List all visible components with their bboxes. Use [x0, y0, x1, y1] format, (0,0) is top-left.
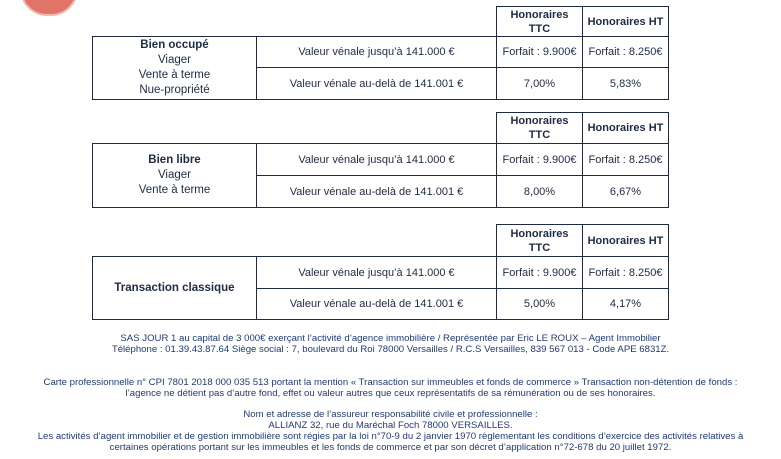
fee-ht: Forfait : 8.250€ — [583, 37, 669, 68]
header-ttc: Honoraires TTC — [497, 113, 583, 144]
fee-table-occupied — [92, 6, 668, 100]
category-label: Bien libre Viager Vente à terme — [93, 144, 257, 208]
fee-ttc: Forfait : 9.900€ — [497, 257, 583, 289]
category-label: Bien occupé Viager Vente à terme Nue-propriété — [93, 37, 257, 100]
logo-seal — [20, 0, 78, 16]
fee-ht: 5,83% — [583, 68, 669, 100]
fee-ht: 4,17% — [583, 289, 669, 320]
fee-table-vacant — [92, 112, 668, 208]
fee-ht: Forfait : 8.250€ — [583, 144, 669, 176]
fee-ttc: Forfait : 9.900€ — [497, 144, 583, 176]
header-ht: Honoraires HT — [583, 7, 669, 37]
legal-notice: Les activités d’agent immobilier et de gestion immobilière sont régies par la loi n°70-9 du 2 janvier 1970 règlementant les conditions d’exercice des activités relatives à certaines opérations portant sur les immeubles et les fonds de commerce et par son décret d’application n°72-678 du 20 juillet 1972. — [37, 431, 744, 453]
fee-ht: 6,67% — [583, 176, 669, 208]
header-ttc: Honoraires TTC — [497, 7, 583, 37]
fee-ht: Forfait : 8.250€ — [583, 257, 669, 289]
fee-ttc: 5,00% — [497, 289, 583, 320]
category-label: Transaction classique — [93, 257, 257, 320]
header-ttc: Honoraires TTC — [497, 225, 583, 257]
row-description: Valeur vénale jusqu’à 141.000 € — [257, 37, 497, 68]
row-description: Valeur vénale jusqu’à 141.000 € — [257, 257, 497, 289]
company-info: SAS JOUR 1 au capital de 3 000€ exerçant l’activité d’agence immobilière / Représentée par Eric LE ROUX – Agent Immobilier Téléphone : 01.39.43.87.64 Siège social : 7, boulevard du Roi 78000 Versailles / R.C.S Versailles, 839 567 013 - Code APE 6831Z. — [111, 333, 670, 355]
row-description: Valeur vénale au-delà de 141.001 € — [257, 176, 497, 208]
fee-ttc: 8,00% — [497, 176, 583, 208]
professional-card-info: Carte professionnelle n° CPI 7801 2018 000 035 513 portant la mention « Transaction sur immeubles et fonds de commerce » Transaction non-détention de fonds : l’agence ne détient pas d’autre fond, effet ou valeur autres que ceux représentatifs de sa rémunération ou de ses honoraires. — [43, 377, 738, 399]
insurer-info: Nom et adresse de l’assureur responsabilité civile et professionnelle : ALLIANZ 32, rue du Maréchal Foch 78000 VERSAILLES. — [243, 409, 538, 431]
row-description: Valeur vénale au-delà de 141.001 € — [257, 68, 497, 100]
header-ht: Honoraires HT — [583, 113, 669, 144]
row-description: Valeur vénale au-delà de 141.001 € — [257, 289, 497, 320]
fee-table-classic — [92, 224, 668, 320]
header-ht: Honoraires HT — [583, 225, 669, 257]
fee-ttc: Forfait : 9.900€ — [497, 37, 583, 68]
fee-ttc: 7,00% — [497, 68, 583, 100]
row-description: Valeur vénale jusqu’à 141.000 € — [257, 144, 497, 176]
